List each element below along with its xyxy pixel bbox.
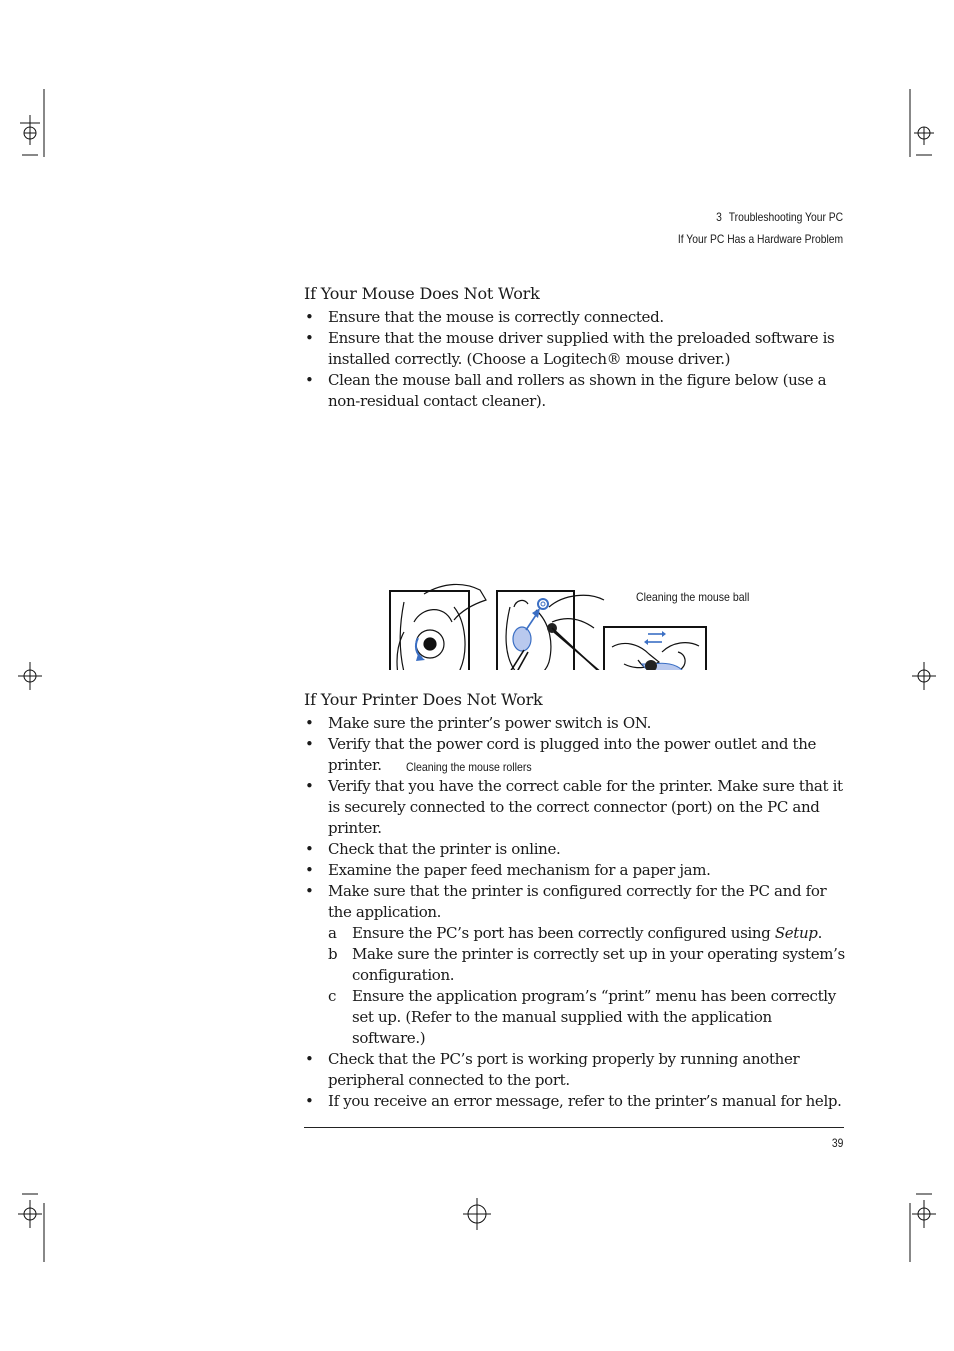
chapter-number: 3 (716, 210, 722, 224)
list-item: • If you receive an error message, refer to the printer’s manual for help. (304, 1091, 846, 1112)
list-item: • Check that the PC’s port is working properly by running another peripheral connected to the port. (304, 1049, 846, 1091)
sub-step-c (328, 986, 846, 1049)
mouse-cleaning-illustration (304, 432, 846, 670)
printer-heading: If Your Printer Does Not Work (304, 690, 543, 709)
sub-step-list (328, 923, 846, 1049)
hand-outline-1 (424, 584, 486, 620)
running-header (678, 206, 843, 250)
caption-rollers: Cleaning the mouse rollers (406, 760, 532, 774)
page-content (304, 284, 846, 1112)
sub-step-letter: c (328, 987, 337, 1005)
mouse-bullet-list (304, 307, 846, 412)
list-item: • Ensure that the mouse is correctly connected. (304, 307, 846, 328)
list-item: • Verify that the power cord is plugged into the power outlet and the printer. (304, 734, 846, 776)
sub-step-text-end: . (817, 924, 822, 942)
sub-step-letter: b (328, 945, 338, 963)
sub-step-letter: a (328, 924, 337, 942)
section-title: If Your PC Has a Hardware Problem (677, 232, 843, 246)
page-number: 39 (831, 1136, 843, 1150)
mouse-body-outline (400, 602, 465, 670)
list-item: • Verify that you have the correct cable for the printer. Make sure that it is securely connected to the correct connector (port) on the PC and printer. (304, 776, 846, 839)
sub-step-text: Ensure the PC’s port has been correctly configured using (352, 924, 775, 942)
chapter-line (678, 206, 843, 228)
sub-step-a (328, 923, 846, 944)
list-item: • Check that the printer is online. (304, 839, 846, 860)
chapter-title: Troubleshooting Your PC (728, 210, 843, 224)
caption-ball: Cleaning the mouse ball (636, 590, 750, 604)
sub-step-b (328, 944, 846, 986)
list-item: • Clean the mouse ball and rollers as shown in the figure below (use a non-residual contact cleaner). (304, 370, 846, 412)
printer-bullet-list (304, 713, 846, 1112)
sub-step-text: Make sure the printer is correctly set up in your operating system’s configuration. (352, 945, 845, 984)
mouse-heading: If Your Mouse Does Not Work (304, 284, 540, 303)
list-item: • Make sure the printer’s power switch is ON. (304, 713, 846, 734)
hand-outline-2 (549, 595, 604, 607)
retaining-ring-icon (538, 599, 548, 609)
list-item-text: Make sure that the printer is configured correctly for the PC and for the application. (328, 882, 827, 921)
footer-rule (304, 1127, 844, 1128)
sub-step-text: Ensure the application program’s “print” menu has been correctly set up. (Refer to the manual supplied with the application software.) (352, 987, 836, 1047)
setup-emphasis: Setup (774, 924, 818, 942)
list-item (304, 881, 846, 1049)
list-item: • Examine the paper feed mechanism for a paper jam. (304, 860, 846, 881)
list-item: • Ensure that the mouse driver supplied with the preloaded software is installed correctly. (Choose a Logitech® mouse driver.) (304, 328, 846, 370)
